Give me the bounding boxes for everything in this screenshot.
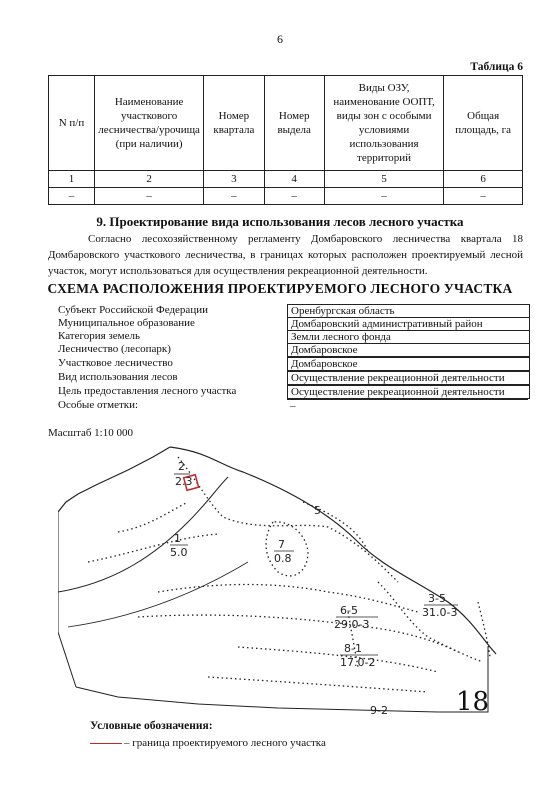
plot-label: 2.3 bbox=[175, 475, 193, 488]
red-boundary-line-icon bbox=[90, 743, 122, 744]
field-label: Категория земель bbox=[58, 330, 140, 342]
table-cell: – bbox=[264, 188, 324, 205]
quarter-boundary-left bbox=[58, 512, 76, 687]
subcompartment-boundaries bbox=[88, 457, 490, 692]
field-label: Лесничество (лесопарк) bbox=[58, 343, 171, 355]
table-cell: 2 bbox=[94, 171, 203, 188]
header-cell: Наименование участкового лесничества/урочища (при наличии) bbox=[94, 76, 203, 171]
quarter-boundary-north bbox=[170, 447, 496, 654]
plot-label: 9-2 bbox=[370, 704, 388, 714]
schema-title: СХЕМА РАСПОЛОЖЕНИЯ ПРОЕКТИРУЕМОГО ЛЕСНОГО УЧАСТКА bbox=[47, 281, 513, 296]
field-row bbox=[58, 317, 528, 331]
field-value: – bbox=[287, 399, 528, 412]
table-6 bbox=[48, 75, 523, 205]
plot-label: 6-5 bbox=[340, 604, 358, 617]
map-drawing bbox=[58, 442, 518, 714]
legend-item bbox=[90, 737, 326, 749]
field-value: Земли лесного фонда bbox=[287, 330, 530, 344]
field-label: Участковое лесничество bbox=[58, 357, 173, 369]
plot-label: 3-5 bbox=[428, 592, 446, 605]
table-row bbox=[49, 171, 523, 188]
section-title: 9. Проектирование вида использования лесов лесного участка bbox=[96, 214, 464, 229]
field-row bbox=[58, 304, 528, 318]
quarter-number: 18 bbox=[456, 687, 490, 714]
header-cell: Номер выдела bbox=[264, 76, 324, 171]
field-value: Домбаровский административный район bbox=[287, 317, 530, 331]
table-caption: Таблица 6 bbox=[470, 61, 523, 73]
field-label: Субъект Российской Федерации bbox=[58, 304, 208, 316]
field-row bbox=[58, 399, 528, 413]
field-value: Осуществление рекреационной деятельности bbox=[287, 371, 530, 385]
plot-label: 1 bbox=[174, 532, 181, 545]
field-value: Оренбургская область bbox=[287, 304, 530, 318]
plot-labels bbox=[170, 460, 458, 714]
table-cell: 1 bbox=[49, 171, 95, 188]
map-scale: Масштаб 1:10 000 bbox=[48, 427, 133, 439]
quarter-boundary-west bbox=[58, 447, 170, 512]
table-cell: – bbox=[324, 188, 444, 205]
road-line bbox=[58, 477, 228, 592]
legend-item-label: – граница проектируемого лесного участка bbox=[124, 737, 326, 749]
table-cell: – bbox=[49, 188, 95, 205]
table-cell: 4 bbox=[264, 171, 324, 188]
legend-title: Условные обозначения: bbox=[90, 720, 213, 732]
field-label: Вид использования лесов bbox=[58, 371, 178, 383]
table-cell: 3 bbox=[204, 171, 264, 188]
section-paragraph: Согласно лесохозяйственному регламенту Домбаровского лесничества квартала 18 Домбаровского участкового лесничества, в границах которых расположен проектируемый лесной участок, могут использоваться для осуществления рекреационной деятельности. bbox=[48, 233, 523, 277]
plot-label: 5.0 bbox=[170, 546, 188, 559]
header-cell: Виды ОЗУ, наименование ООПТ, виды зон с особыми условиями использования территорий bbox=[324, 76, 444, 171]
table-cell: 6 bbox=[444, 171, 523, 188]
field-row bbox=[58, 357, 528, 371]
table-cell: – bbox=[444, 188, 523, 205]
field-label: Муниципальное образование bbox=[58, 317, 195, 329]
field-row bbox=[58, 371, 528, 385]
field-value: Осуществление рекреационной деятельности bbox=[287, 385, 530, 399]
field-value: Домбаровское bbox=[287, 357, 530, 371]
plot-label: 8-1 bbox=[344, 642, 362, 655]
field-row bbox=[58, 330, 528, 344]
plot-label: 31.0-3 bbox=[422, 606, 458, 619]
plot-label: 0.8 bbox=[274, 552, 292, 565]
field-value: Домбаровское bbox=[287, 343, 530, 357]
page-number: 6 bbox=[277, 32, 283, 46]
header-cell: N п/п bbox=[49, 76, 95, 171]
forest-map bbox=[58, 442, 518, 714]
field-row bbox=[58, 343, 528, 357]
field-label: Особые отметки: bbox=[58, 399, 139, 411]
table-cell: – bbox=[204, 188, 264, 205]
table-row bbox=[49, 188, 523, 205]
plot-label: 5 bbox=[314, 504, 321, 517]
plot-label: 17.0-2 bbox=[340, 656, 376, 669]
header-cell: Общая площадь, га bbox=[444, 76, 523, 171]
table-header-row bbox=[49, 76, 523, 171]
header-cell: Номер квартала bbox=[204, 76, 264, 171]
table-cell: – bbox=[94, 188, 203, 205]
field-label: Цель предоставления лесного участка bbox=[58, 385, 237, 397]
quarter-boundary-south bbox=[76, 647, 488, 712]
field-row bbox=[58, 385, 528, 399]
plot-label: 2 bbox=[178, 460, 185, 473]
plot-label: 29.0-3 bbox=[334, 618, 370, 631]
plot-label: 7 bbox=[278, 538, 285, 551]
table-cell: 5 bbox=[324, 171, 444, 188]
road-line bbox=[68, 562, 248, 627]
